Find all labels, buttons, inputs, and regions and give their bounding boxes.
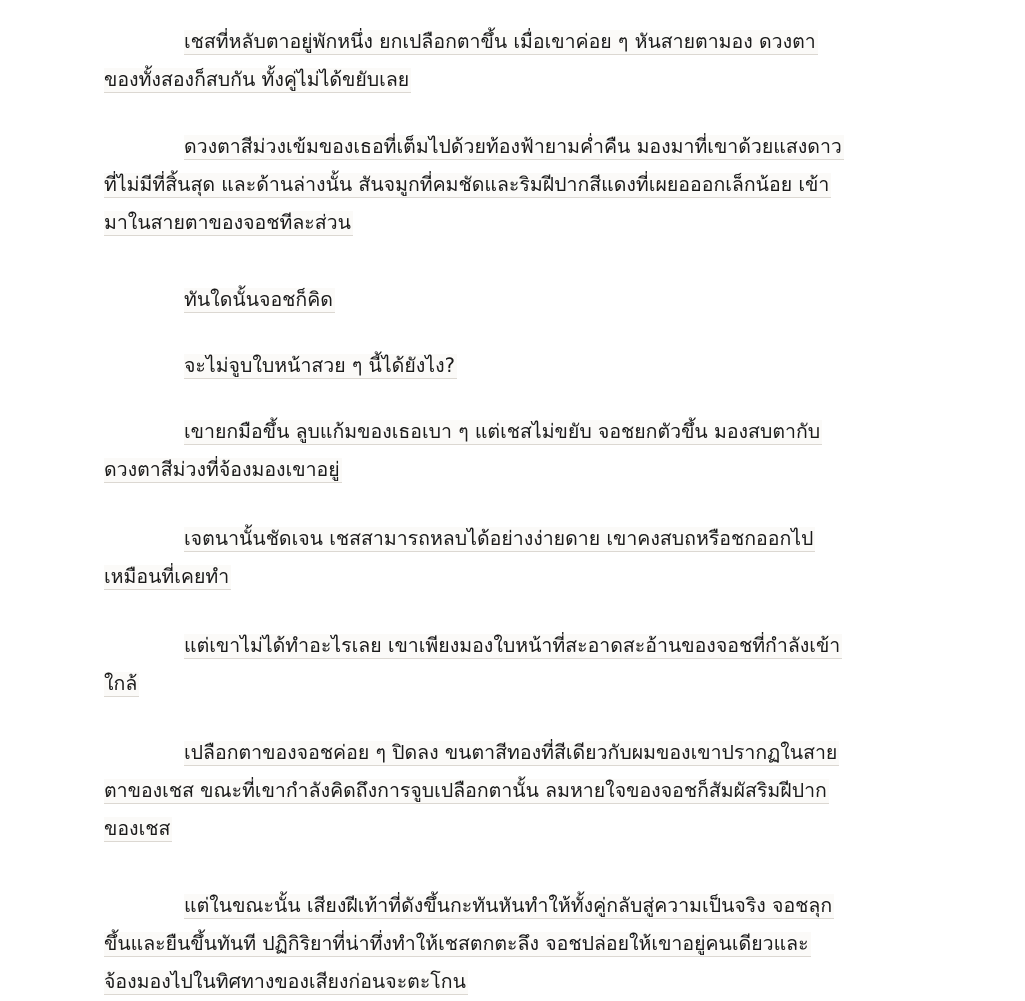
paragraph-5 [104,413,924,489]
paragraph-line: ใกล้ [104,672,138,695]
paragraph-line: ของเชส [104,817,171,840]
paragraph-line: เหมือนที่เคยทำ [104,565,230,588]
paragraph-2 [104,128,924,242]
paragraph-6 [104,520,924,596]
paragraph-line: เชสที่หลับตาอยู่พักหนึ่ง ยกเปลือกตาขึ้น เมื่อเขาค่อย ๆ หันสายตามอง ดวงตา [184,30,816,53]
paragraph-line: เปลือกตาของจอชค่อย ๆ ปิดลง ขนตาสีทองที่สีเดียวกับผมของเขาปรากฏในสาย [184,741,838,764]
paragraph-line: ที่ไม่มีที่สิ้นสุด และด้านล่างนั้น สันจมูกที่คมชัดและริมฝีปากสีแดงที่เผยอออกเล็กน้อย เข้า [104,173,830,196]
paragraph-line: ขึ้นและยืนขึ้นทันที ปฏิกิริยาที่น่าทึ่งทำให้เชสตกตะลึง จอชปล่อยให้เขาอยู่คนเดียวและ [104,932,809,955]
paragraph-4 [104,347,924,385]
paragraph-1 [104,23,924,99]
paragraph-line: ทันใดนั้นจอชก็คิด [184,288,333,311]
paragraph-line: ดวงตาสีม่วงที่จ้องมองเขาอยู่ [104,458,340,481]
paragraph-line: แต่ในขณะนั้น เสียงฝีเท้าที่ดังขึ้นกะทันหันทำให้ทั้งคู่กลับสู่ความเป็นจริง จอชลุก [184,894,833,917]
paragraph-9 [104,887,924,1001]
paragraph-line: ดวงตาสีม่วงเข้มของเธอที่เต็มไปด้วยท้องฟ้ายามค่ำคืน มองมาที่เขาด้วยแสงดาว [184,135,842,158]
paragraph-line: จ้องมองไปในทิศทางของเสียงก่อนจะตะโกน [104,970,466,993]
paragraph-line: มาในสายตาของจอชทีละส่วน [104,211,351,234]
paragraph-line: เขายกมือขึ้น ลูบแก้มของเธอเบา ๆ แต่เชสไม่ขยับ จอชยกตัวขึ้น มองสบตากับ [184,420,821,443]
paragraph-7 [104,627,924,703]
paragraph-line: เจตนานั้นชัดเจน เชสสามารถหลบได้อย่างง่ายดาย เขาคงสบถหรือชกออกไป [184,527,814,550]
paragraph-line: ของทั้งสองก็สบกัน ทั้งคู่ไม่ได้ขยับเลย [104,68,410,91]
paragraph-8 [104,734,924,848]
paragraph-line: ตาของเชส ขณะที่เขากำลังคิดถึงการจูบเปลือกตานั้น ลมหายใจของจอชก็สัมผัสริมฝีปาก [104,779,827,802]
paragraph-line: จะไม่จูบใบหน้าสวย ๆ นี้ได้ยังไง? [184,354,455,377]
paragraph-line: แต่เขาไม่ได้ทำอะไรเลย เขาเพียงมองใบหน้าที่สะอาดสะอ้านของจอชที่กำลังเข้า [184,634,841,657]
paragraph-3 [104,281,924,319]
